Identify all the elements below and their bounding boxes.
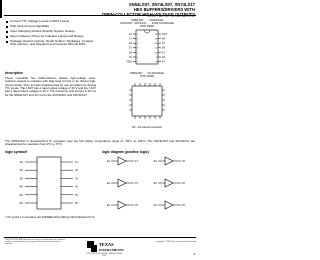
package-label-2: SN74LS07, SN74LS17 . . . D OR N PACKAGE <box>120 22 174 25</box>
footer-fine-print: PRODUCTION DATA information is current as of publication date. Products conform to specifications per the terms of Texas Instruments standard warranty. <box>5 239 65 246</box>
diagram-input-label: 3A <box>106 203 110 207</box>
fk-view-label: (TOP VIEW) <box>139 75 155 78</box>
dip-right-pins <box>155 33 168 64</box>
buffer-gate-icon <box>118 201 126 209</box>
dip-pin-label: 4Y <box>162 60 166 64</box>
diagram-output-label: 5Y <box>182 181 186 185</box>
title-line-3: OPEN-COLLECTOR HIGH-VOLTAGE OUTPUTS <box>101 11 195 17</box>
dip-pin-label: 6A <box>162 37 166 41</box>
feature-item: High Sink-Current Capability <box>5 25 95 28</box>
symbol-output-label: 4Y <box>75 184 79 189</box>
logic-symbol <box>5 155 95 215</box>
feature-item: Input Clamping Diodes Simplify System Design <box>5 30 95 33</box>
texas-shape-icon <box>87 241 97 252</box>
footer-address: POST OFFICE BOX 655303 • DALLAS, TEXAS 75265 <box>86 253 122 257</box>
pinout-diagrams <box>100 28 194 138</box>
title-line-2: HEX BUFFERS/DRIVERS WITH <box>133 6 195 12</box>
doc-code: SDLS021 – MAY 1990 – REVISED MARCH 1988 <box>147 16 195 18</box>
dip-pin-number: 9 <box>155 56 157 59</box>
footer-rule <box>4 237 196 238</box>
dip-pin-number: 13 <box>154 38 157 41</box>
nc-note: NC – No internal connection <box>132 126 162 129</box>
symbol-input-label: 1A <box>19 160 23 164</box>
buffer-gate-icon <box>165 201 173 209</box>
description-title: description <box>5 71 23 75</box>
symbol-output-label: 3Y <box>75 176 79 181</box>
logic-symbol-outputs <box>61 160 79 205</box>
buffer-gate-icon <box>165 157 173 165</box>
copyright: Copyright © 1988, Texas Instruments Incorporated <box>155 241 196 243</box>
symbol-input-label: 3A <box>19 176 23 181</box>
dip-pin-number: 12 <box>154 43 157 46</box>
symbol-input-label: 5A <box>19 192 23 197</box>
diagram-input-label: 6A <box>153 203 157 207</box>
edge-bar <box>0 0 2 18</box>
dip-notch <box>144 30 150 33</box>
symbol-input-label: 4A <box>19 184 23 189</box>
fk-package-outline <box>132 86 162 116</box>
feature-list <box>5 20 95 48</box>
package-view-label: (TOP VIEW) <box>139 25 155 28</box>
diagram-output-label: 4Y <box>182 159 186 163</box>
description-section <box>5 72 96 97</box>
symbol-output-label: 2Y <box>75 168 79 173</box>
temperature-text: The SN54LS07 is characterized for operation over the full military temperature range of –55°C to 125°C. The SN74LS07 and SN74LS17 are characterized for operation from 0°C to 70°C. <box>5 139 195 147</box>
description-body: These monolithic hex buffers/drivers feature high-voltage open-collector outputs to interface with high-level circuits or for driving high-current loads. They are also characterized for use as buffers for driving TTL inputs. The 'LS07 has a rated output voltage of 30 V and the 'LS17 has a rated output voltage of 15 V. The maximum sink current is 30 mA for the SN54LS07 and 40 mA for the SN74LS07 and SN74LS17. <box>5 75 96 97</box>
fk-package-label: SN54LS07 . . . FK PACKAGE <box>130 72 164 75</box>
diagram-output-label: 2Y <box>135 181 139 185</box>
dip-pin-number: 5 <box>137 52 139 55</box>
logo-line-1: TEXAS <box>99 242 114 247</box>
dip-pin-number: 7 <box>137 61 139 64</box>
logic-symbol-box <box>37 157 61 209</box>
ti-logo <box>85 240 124 254</box>
dip-pin-number: 1 <box>137 33 139 36</box>
logic-diagram <box>102 155 196 227</box>
diagram-output-label: 1Y <box>135 159 139 163</box>
symbol-output-label: 1Y <box>75 160 79 164</box>
dip-pin-number: 2 <box>137 38 139 41</box>
diagram-input-label: 1A <box>106 159 110 163</box>
dip-pin-label: 1Y <box>128 37 132 41</box>
dip-pin-number: 6 <box>137 56 139 59</box>
dip-pin-number: 3 <box>137 43 139 46</box>
dip-pin-number: 10 <box>154 52 157 55</box>
feature-item: Convert TTL Voltage Levels to MOS Levels <box>5 20 95 23</box>
fk-pin-marks <box>129 83 165 119</box>
symbol-output-label: 6Y <box>75 201 79 205</box>
logic-symbol-title: logic symbol† <box>5 150 28 154</box>
logic-diagram-gates <box>107 157 186 209</box>
title-line-1: SN54LS07, SN74LS07, SN74LS17 <box>128 2 195 7</box>
logo-line-2: INSTRUMENTS <box>99 248 124 252</box>
dip-pin-label: 3A <box>128 51 132 55</box>
dip-left-pins <box>126 33 139 64</box>
dip-pin-label: 1A <box>128 32 132 36</box>
logic-symbol-inputs <box>20 160 37 205</box>
logic-diagram-title: logic diagram (positive logic) <box>102 150 149 154</box>
dip-pin-number: 4 <box>137 47 139 50</box>
buffer-gate-icon <box>118 157 126 165</box>
page-number: 1 <box>193 252 195 256</box>
dip-pin-label: 5A <box>162 46 166 50</box>
dip-pin-label: 2Y <box>128 46 132 50</box>
symbol-input-label: 2A <box>19 168 23 173</box>
feature-item: Package Options Include “Small Outline” Packages, Ceramic Chip Carriers, and Standard and Ceramic 300-mil DIPs <box>5 40 95 47</box>
diagram-output-label: 3Y <box>135 203 139 207</box>
diagram-input-label: 2A <box>106 181 110 185</box>
package-label-1: SN54LS07 . . . J PACKAGE <box>131 19 163 22</box>
dip-pin-label: 6Y <box>162 42 166 46</box>
feature-item: Open-Collector Driver for Indicator Lamps and Relays <box>5 35 95 38</box>
footnote: † This symbol is in accordance with ANSI/IEEE Std 91-1984 and IEC Publication 617-12. <box>5 217 96 219</box>
buffer-gate-icon <box>118 179 126 187</box>
dip-pin-label: 5Y <box>162 51 166 55</box>
dip-pin-label: VCC <box>162 32 168 36</box>
symbol-output-label: 5Y <box>75 192 79 197</box>
dip-pin-number: 14 <box>154 33 157 36</box>
dip-pin-label: GND <box>126 60 132 64</box>
diagram-output-label: 6Y <box>182 203 186 207</box>
buffer-gate-icon <box>165 179 173 187</box>
symbol-input-label: 6A <box>19 201 23 205</box>
dip-pin-label: 3Y <box>128 55 132 59</box>
dip-pin-number: 8 <box>155 61 157 64</box>
dip-pin-label: 2A <box>128 42 132 46</box>
dip-pin-number: 11 <box>154 47 157 50</box>
diagram-input-label: 4A <box>153 159 157 163</box>
dip-pin-label: 4A <box>162 55 166 59</box>
diagram-input-label: 5A <box>153 181 157 185</box>
